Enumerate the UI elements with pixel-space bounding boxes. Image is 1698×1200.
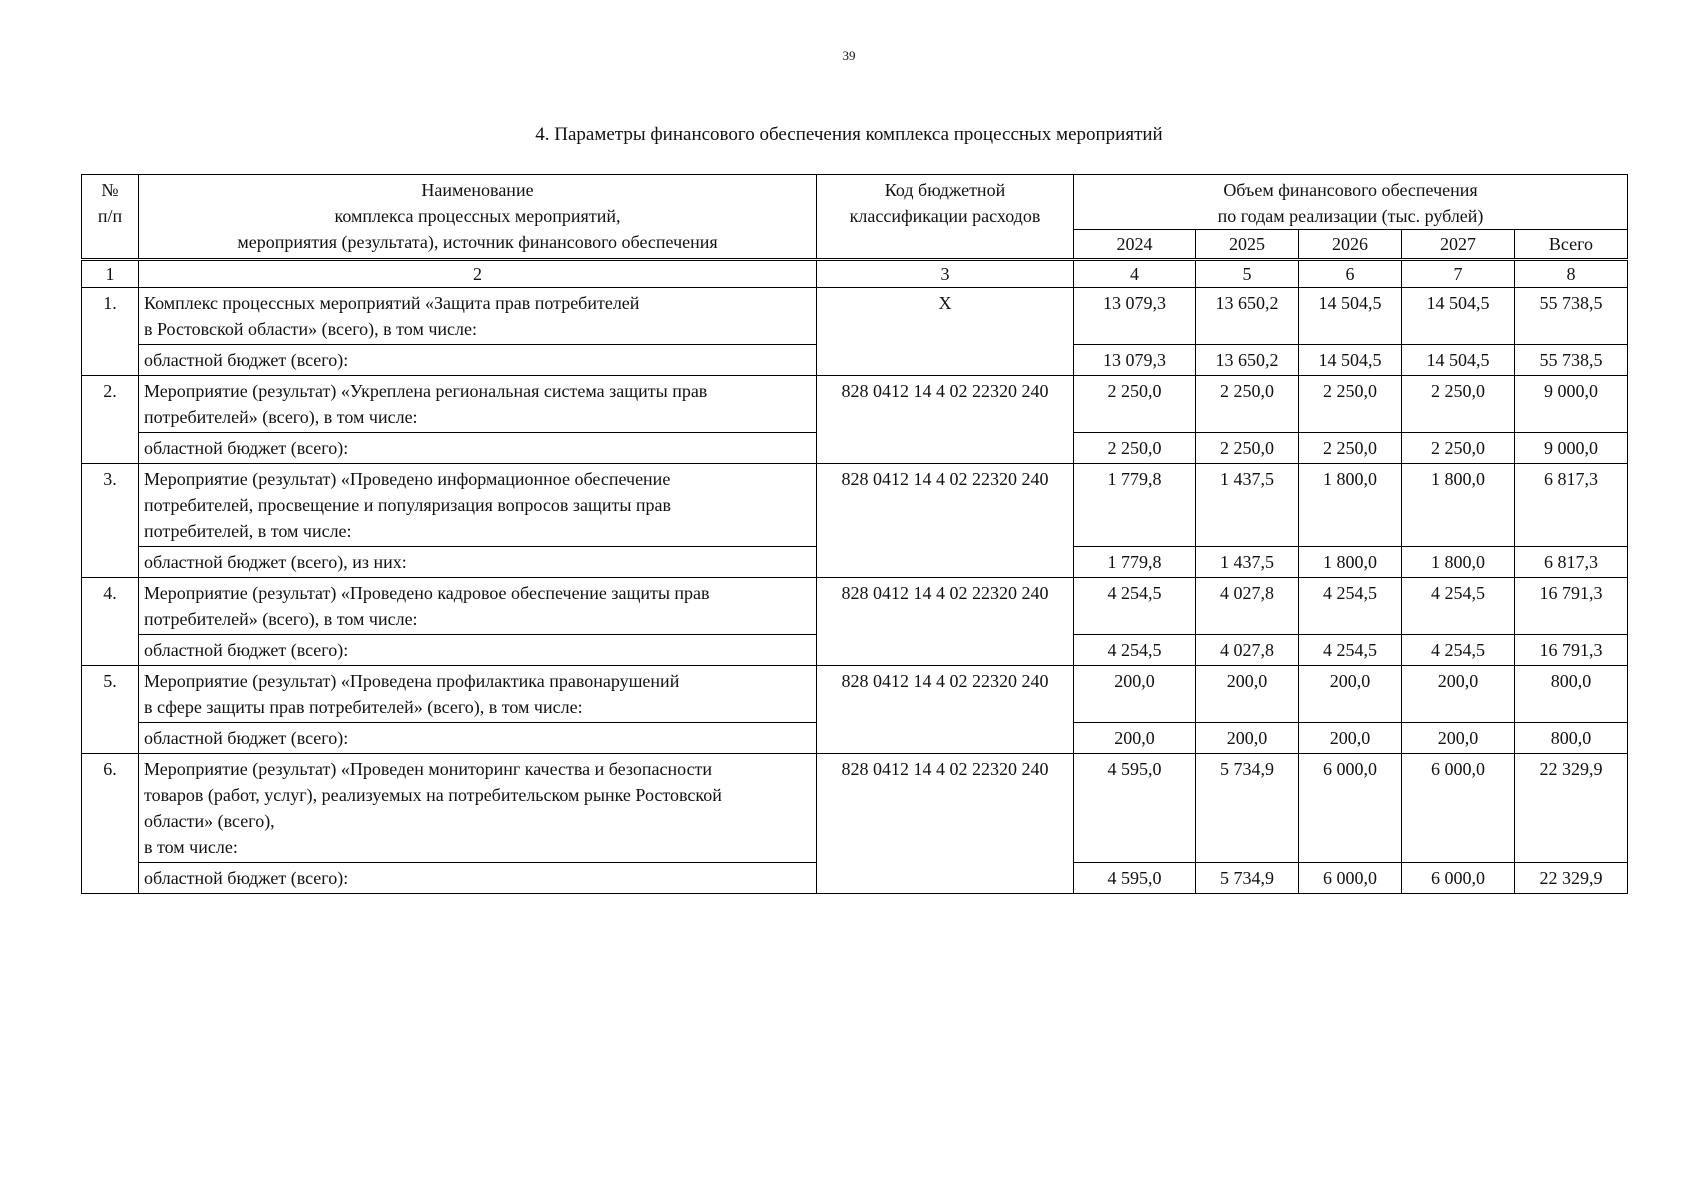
subrow-value: 6 000,0 [1402, 863, 1515, 894]
subrow-value: 4 254,5 [1402, 635, 1515, 666]
row-budget-code: 828 0412 14 4 02 22320 240 [817, 376, 1074, 464]
row-number: 4. [82, 578, 139, 666]
table-row [82, 464, 1628, 547]
subrow-value: 800,0 [1515, 723, 1628, 754]
table-body [82, 260, 1628, 894]
subrow-value: 13 650,2 [1196, 345, 1299, 376]
row-value: 5 734,9 [1196, 754, 1299, 863]
subrow-value: 1 437,5 [1196, 547, 1299, 578]
header-volume-line: Объем финансового обеспечения [1223, 180, 1478, 200]
header-year: 2026 [1299, 230, 1402, 260]
row-value: 200,0 [1196, 666, 1299, 723]
row-number: 5. [82, 666, 139, 754]
row-number: 3. [82, 464, 139, 578]
header-name [139, 175, 817, 260]
table-header [82, 175, 1628, 260]
row-value: 6 817,3 [1515, 464, 1628, 547]
row-name-line: области» (всего), [144, 811, 275, 831]
row-name-line: Мероприятие (результат) «Проведена профилактика правонарушений [144, 671, 680, 691]
table-row [82, 578, 1628, 635]
table-row [82, 376, 1628, 433]
header-code-line: классификации расходов [849, 206, 1041, 226]
subrow-value: 1 779,8 [1074, 547, 1196, 578]
column-number: 2 [139, 260, 817, 288]
row-value: 13 079,3 [1074, 288, 1196, 345]
row-name [139, 754, 817, 863]
header-code [817, 175, 1074, 260]
row-value: 4 027,8 [1196, 578, 1299, 635]
column-number: 4 [1074, 260, 1196, 288]
subrow-value: 2 250,0 [1299, 433, 1402, 464]
row-value: 200,0 [1074, 666, 1196, 723]
row-value: 1 800,0 [1402, 464, 1515, 547]
row-value: 2 250,0 [1074, 376, 1196, 433]
header-name-line: комплекса процессных мероприятий, [334, 206, 621, 226]
column-number: 1 [82, 260, 139, 288]
row-name-line: Комплекс процессных мероприятий «Защита прав потребителей [144, 293, 640, 313]
subrow-value: 13 079,3 [1074, 345, 1196, 376]
subrow-value: 6 817,3 [1515, 547, 1628, 578]
subrow-value: 200,0 [1299, 723, 1402, 754]
header-code-line: Код бюджетной [884, 180, 1006, 200]
financial-table [81, 174, 1628, 894]
table-row [82, 288, 1628, 345]
subrow-value: 5 734,9 [1196, 863, 1299, 894]
subrow-value: 4 254,5 [1074, 635, 1196, 666]
header-name-line: мероприятия (результата), источник финансового обеспечения [237, 232, 718, 252]
subrow-value: 55 738,5 [1515, 345, 1628, 376]
row-value: 2 250,0 [1196, 376, 1299, 433]
row-name [139, 288, 817, 345]
row-value: 1 779,8 [1074, 464, 1196, 547]
subrow-value: 200,0 [1402, 723, 1515, 754]
header-year: 2024 [1074, 230, 1196, 260]
column-number: 7 [1402, 260, 1515, 288]
row-number: 6. [82, 754, 139, 894]
subrow-value: 6 000,0 [1299, 863, 1402, 894]
table-row [82, 666, 1628, 723]
subrow-value: 9 000,0 [1515, 433, 1628, 464]
row-value: 6 000,0 [1402, 754, 1515, 863]
column-number: 3 [817, 260, 1074, 288]
row-value: 200,0 [1402, 666, 1515, 723]
subrow-value: 2 250,0 [1074, 433, 1196, 464]
header-volume [1074, 175, 1628, 230]
row-name-line: Мероприятие (результат) «Проведен мониторинг качества и безопасности [144, 759, 713, 779]
subrow-value: 200,0 [1196, 723, 1299, 754]
column-number: 6 [1299, 260, 1402, 288]
header-volume-line: по годам реализации (тыс. рублей) [1217, 206, 1484, 226]
row-number: 1. [82, 288, 139, 376]
row-value: 4 595,0 [1074, 754, 1196, 863]
row-value: 16 791,3 [1515, 578, 1628, 635]
subrow-value: 4 595,0 [1074, 863, 1196, 894]
header-number-line: п/п [97, 206, 123, 226]
row-value: 2 250,0 [1299, 376, 1402, 433]
row-value: 22 329,9 [1515, 754, 1628, 863]
row-name-line: Мероприятие (результат) «Проведено информационное обеспечение [144, 469, 671, 489]
row-budget-code: 828 0412 14 4 02 22320 240 [817, 578, 1074, 666]
subrow-value: 200,0 [1074, 723, 1196, 754]
row-value: 1 437,5 [1196, 464, 1299, 547]
subrow-source: областной бюджет (всего): [139, 723, 817, 754]
row-name-line: потребителей» (всего), в том числе: [144, 609, 418, 629]
row-name [139, 376, 817, 433]
row-value: 4 254,5 [1299, 578, 1402, 635]
row-name [139, 464, 817, 547]
row-name-line: в Ростовской области» (всего), в том числе: [144, 319, 477, 339]
subrow-source: областной бюджет (всего), из них: [139, 547, 817, 578]
row-budget-code: Х [817, 288, 1074, 376]
row-value: 4 254,5 [1402, 578, 1515, 635]
row-value: 1 800,0 [1299, 464, 1402, 547]
row-name-line: потребителей» (всего), в том числе: [144, 407, 418, 427]
row-value: 800,0 [1515, 666, 1628, 723]
header-number [82, 175, 139, 260]
document-title: 4. Параметры финансового обеспечения комплекса процессных мероприятий [535, 124, 1163, 145]
column-number: 5 [1196, 260, 1299, 288]
row-budget-code: 828 0412 14 4 02 22320 240 [817, 666, 1074, 754]
subrow-value: 4 027,8 [1196, 635, 1299, 666]
header-total: Всего [1515, 230, 1628, 260]
row-value: 14 504,5 [1402, 288, 1515, 345]
row-name [139, 666, 817, 723]
row-name-line: Мероприятие (результат) «Проведено кадровое обеспечение защиты прав [144, 583, 710, 603]
subrow-value: 2 250,0 [1196, 433, 1299, 464]
column-number: 8 [1515, 260, 1628, 288]
row-budget-code: 828 0412 14 4 02 22320 240 [817, 464, 1074, 578]
row-name-line: в том числе: [144, 837, 238, 857]
subrow-source: областной бюджет (всего): [139, 863, 817, 894]
subrow-value: 14 504,5 [1402, 345, 1515, 376]
subrow-value: 16 791,3 [1515, 635, 1628, 666]
header-year: 2025 [1196, 230, 1299, 260]
row-value: 200,0 [1299, 666, 1402, 723]
row-number: 2. [82, 376, 139, 464]
row-value: 6 000,0 [1299, 754, 1402, 863]
row-value: 14 504,5 [1299, 288, 1402, 345]
row-name-line: в сфере защиты прав потребителей» (всего), в том числе: [144, 697, 583, 717]
row-value: 55 738,5 [1515, 288, 1628, 345]
header-name-line: Наименование [421, 180, 534, 200]
row-name-line: Мероприятие (результат) «Укреплена региональная система защиты прав [144, 381, 708, 401]
subrow-source: областной бюджет (всего): [139, 433, 817, 464]
subrow-source: областной бюджет (всего): [139, 635, 817, 666]
page-number: 39 [842, 48, 856, 63]
subrow-value: 4 254,5 [1299, 635, 1402, 666]
row-value: 4 254,5 [1074, 578, 1196, 635]
header-year: 2027 [1402, 230, 1515, 260]
row-value: 9 000,0 [1515, 376, 1628, 433]
row-value: 2 250,0 [1402, 376, 1515, 433]
subrow-value: 1 800,0 [1299, 547, 1402, 578]
subrow-value: 1 800,0 [1402, 547, 1515, 578]
row-name-line: потребителей, в том числе: [144, 521, 352, 541]
subrow-value: 22 329,9 [1515, 863, 1628, 894]
table-row [82, 754, 1628, 863]
row-value: 13 650,2 [1196, 288, 1299, 345]
subrow-value: 14 504,5 [1299, 345, 1402, 376]
header-number-line: № [101, 180, 119, 200]
row-name-line: потребителей, просвещение и популяризация вопросов защиты прав [144, 495, 672, 515]
row-name-line: товаров (работ, услуг), реализуемых на потребительском рынке Ростовской [144, 785, 722, 805]
row-budget-code: 828 0412 14 4 02 22320 240 [817, 754, 1074, 894]
subrow-source: областной бюджет (всего): [139, 345, 817, 376]
subrow-value: 2 250,0 [1402, 433, 1515, 464]
row-name [139, 578, 817, 635]
column-numbers-row [82, 260, 1628, 288]
